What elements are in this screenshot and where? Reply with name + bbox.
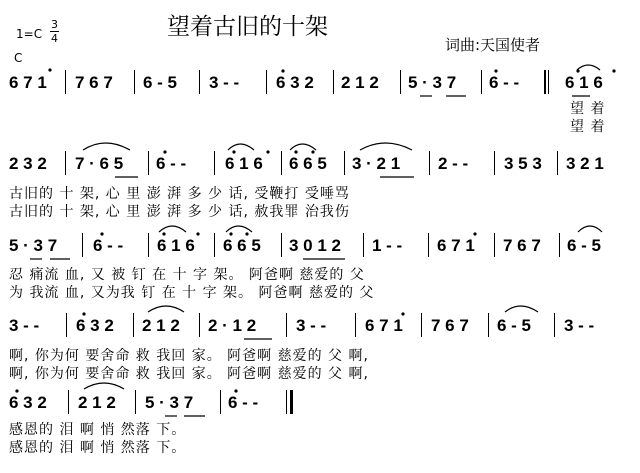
high-octave-dot — [100, 232, 103, 235]
measure: 2 1 2 — [341, 73, 379, 92]
measure: 7 6 7 — [431, 316, 469, 335]
measure: 7 6 7 — [75, 73, 113, 92]
slur — [505, 306, 538, 312]
measure: 2 3 2 — [9, 154, 47, 173]
measure: 6 - 5 — [143, 73, 178, 92]
measure: 6 - 5 — [497, 316, 532, 335]
slur — [83, 143, 130, 150]
key-signature: 1=C — [16, 27, 43, 41]
measure: 6 7 1 — [437, 236, 475, 255]
high-octave-dot — [232, 150, 235, 153]
measure: 6 3 2 — [9, 393, 47, 412]
lyric-line-2: 为 我流 血, 又为我 钉 在 十 字 架。 阿爸啊 慈爱的 父 — [9, 285, 375, 301]
measure: 5 · 3 7 — [145, 393, 194, 412]
measure: 6 7 1 — [365, 316, 403, 335]
measure: 6 3 2 — [76, 316, 114, 335]
slur — [159, 226, 186, 232]
high-octave-dot — [401, 312, 404, 315]
measure: 6 - - — [228, 393, 259, 412]
lyric-line-2: 感恩的 泪 啊 悄 然落 下。 — [9, 440, 187, 456]
measure: 3 5 3 — [504, 154, 542, 173]
lyric-line-1: 古旧的 十 架, 心 里 澎 湃 多 少 话, 受鞭打 受唾骂 — [9, 186, 350, 202]
measure: 3 · 2 1 — [352, 154, 401, 173]
song-title: 望着古旧的十架 — [167, 14, 328, 40]
high-octave-dot — [82, 312, 85, 315]
measure: 3 - - — [564, 316, 595, 335]
high-octave-dot — [163, 150, 166, 153]
high-octave-dot — [311, 150, 314, 153]
slur — [228, 144, 254, 150]
measure: 6 - - — [489, 73, 520, 92]
measure: 7 6 7 — [503, 236, 541, 255]
measure: 2 - - — [438, 154, 469, 173]
measure: 6 7 1 — [9, 73, 47, 92]
slur — [290, 144, 316, 150]
measure: 2 1 2 — [78, 393, 116, 412]
slur — [226, 226, 252, 232]
measure: 3 2 1 — [566, 154, 604, 173]
high-octave-dot — [196, 232, 199, 235]
measure: 6 - 5 — [567, 236, 602, 255]
measure: 6 3 2 — [276, 73, 314, 92]
high-octave-dot — [162, 232, 165, 235]
measure: 2 · 1 2 — [208, 316, 257, 335]
time-signature-bottom: 4 — [51, 32, 58, 45]
high-octave-dot — [229, 232, 232, 235]
high-octave-dot — [494, 69, 497, 72]
measure: 3 - - — [9, 316, 40, 335]
lyric-line-2: 古旧的 十 架, 心 里 澎 湃 多 少 话, 赦我罪 治我伤 — [9, 204, 350, 220]
high-octave-dot — [473, 232, 476, 235]
measure: 6 6 5 — [223, 236, 261, 255]
high-octave-dot — [48, 68, 51, 71]
slur — [577, 65, 600, 70]
lyric-line-2: 啊, 你为何 要舍命 救 我回 家。 阿爸啊 慈爱的 父 啊, — [9, 366, 369, 382]
lyric-line-1: 感恩的 泪 啊 悄 然落 下。 — [9, 422, 187, 438]
high-octave-dot — [281, 69, 284, 72]
measure: 6 1 6 — [565, 73, 603, 92]
high-octave-dot — [266, 150, 269, 153]
lyric-line-2: 望 着 — [570, 119, 606, 135]
credit: 词曲:天国使者 — [445, 36, 541, 54]
measure: 6 - - — [156, 154, 187, 173]
key-note: C — [14, 51, 23, 65]
slur — [84, 383, 124, 389]
measure: 3 - - — [209, 73, 240, 92]
measure: 1 - - — [372, 236, 403, 255]
time-signature-top: 3 — [51, 18, 58, 31]
high-octave-dot — [15, 389, 18, 392]
slur — [578, 226, 602, 232]
slur — [148, 306, 184, 312]
lyric-line-1: 望 着 — [570, 101, 606, 117]
measure: 6 - - — [93, 236, 124, 255]
measure: 6 6 5 — [289, 154, 327, 173]
lyric-line-1: 忍 痛流 血, 又 被 钉 在 十 字 架。 阿爸啊 慈爱的 父 — [9, 267, 365, 283]
measure: 3 - - — [296, 316, 327, 335]
measure: 5 · 3 7 — [408, 73, 457, 92]
measure: 6 1 6 — [225, 154, 263, 173]
slur — [360, 143, 412, 150]
high-octave-dot — [234, 389, 237, 392]
high-octave-dot — [612, 69, 615, 72]
lyric-line-1: 啊, 你为何 要舍命 救 我回 家。 阿爸啊 慈爱的 父 啊, — [9, 348, 369, 364]
measure: 2 1 2 — [142, 316, 180, 335]
measure: 7 · 6 5 — [75, 154, 124, 173]
measure: 6 1 6 — [157, 236, 195, 255]
measure: 5 · 3 7 — [9, 236, 58, 255]
high-octave-dot — [245, 232, 248, 235]
high-octave-dot — [294, 150, 297, 153]
measure: 3 0 1 2 — [289, 236, 341, 255]
